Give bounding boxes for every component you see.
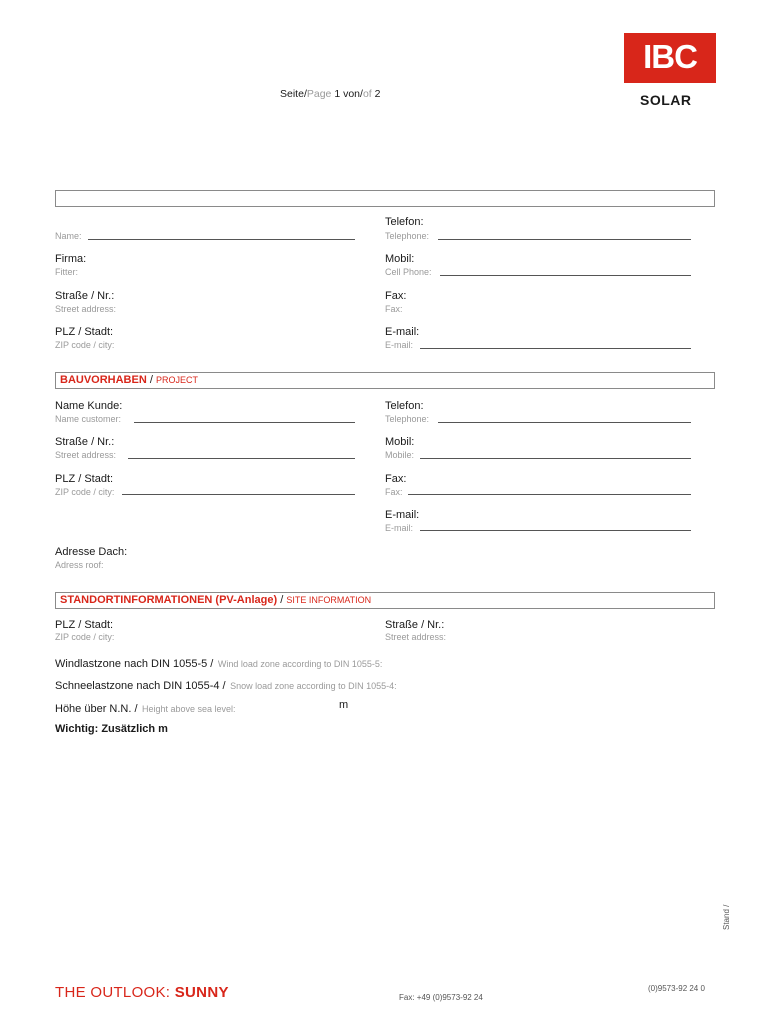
label-project-fax-en: Fax:: [385, 487, 403, 497]
label-project-street: Street address:: [55, 450, 117, 460]
label-telephone: Telephone:: [385, 231, 430, 241]
telephone-field[interactable]: [438, 239, 691, 240]
footer-phone: (0)9573-92 24 0: [648, 984, 705, 993]
section-header-site: STANDORTINFORMATIONEN (PV-Anlage) / SITE INFORMATION: [55, 592, 715, 609]
project-street-field[interactable]: [128, 458, 355, 459]
label-telefon: Telefon:: [385, 216, 424, 228]
label-name-kunde: Name Kunde:: [55, 400, 123, 412]
label-email-en: E-mail:: [385, 340, 414, 350]
footer-slogan: THE OUTLOOK: SUNNY: [55, 984, 229, 1001]
logo-solar-text: SOLAR: [640, 92, 692, 108]
label-adresse-dach: Adresse Dach:: [55, 546, 128, 558]
label-project-mobil: Mobil:: [385, 436, 415, 448]
label-project-email: E-mail:: [385, 509, 420, 521]
label-site-zip: ZIP code / city:: [55, 632, 115, 642]
label-project-zip: ZIP code / city:: [55, 487, 115, 497]
label-project-telefon: Telefon:: [385, 400, 424, 412]
project-telephone-field[interactable]: [438, 422, 691, 423]
label-project-mobile: Mobile:: [385, 450, 415, 460]
cellphone-field[interactable]: [440, 275, 691, 276]
label-firma: Firma:: [55, 253, 87, 265]
project-title: BAUVORHABEN: [60, 374, 147, 386]
footer-fax: Fax: +49 (0)9573-92 24: [399, 993, 483, 1002]
project-email-field[interactable]: [420, 530, 691, 531]
label-fax: Fax:: [385, 290, 407, 302]
label-site-street: Street address:: [385, 632, 447, 642]
site-title-en: SITE INFORMATION: [286, 595, 372, 605]
label-site-strasse: Straße / Nr.:: [385, 619, 445, 631]
label-address-roof: Adress roof:: [55, 560, 104, 570]
label-project-fax: Fax:: [385, 473, 407, 485]
email-field[interactable]: [420, 348, 691, 349]
project-mobile-field[interactable]: [420, 458, 691, 459]
label-project-plz: PLZ / Stadt:: [55, 473, 114, 485]
label-project-telephone: Telephone:: [385, 414, 430, 424]
name-field[interactable]: [88, 239, 355, 240]
project-zip-field[interactable]: [122, 494, 355, 495]
label-project-email-en: E-mail:: [385, 523, 414, 533]
label-email: E-mail:: [385, 326, 420, 338]
project-fax-field[interactable]: [408, 494, 691, 495]
height-row: Höhe über N.N. / Height above sea level:: [55, 703, 236, 715]
stand-label: Stand /: [722, 904, 731, 930]
label-fax-en: Fax:: [385, 304, 403, 314]
label-site-plz: PLZ / Stadt:: [55, 619, 114, 631]
label-street: Street address:: [55, 304, 117, 314]
height-unit: m: [339, 699, 349, 711]
wind-load-row: Windlastzone nach DIN 1055-5 / Wind load zone according to DIN 1055-5:: [55, 658, 383, 670]
company-logo: [624, 33, 716, 83]
label-name: Name:: [55, 231, 82, 241]
site-title: STANDORTINFORMATIONEN (PV-Anlage): [60, 594, 278, 606]
label-strasse: Straße / Nr.:: [55, 290, 115, 302]
label-cellphone: Cell Phone:: [385, 267, 432, 277]
page-indicator: Seite/Page 1 von/of 2: [280, 88, 381, 100]
label-name-customer: Name customer:: [55, 414, 122, 424]
snow-load-row: Schneelastzone nach DIN 1055-4 / Snow load zone according to DIN 1055-4:: [55, 680, 397, 692]
label-zip: ZIP code / city:: [55, 340, 115, 350]
section-header-project: BAUVORHABEN / PROJECT: [55, 372, 715, 389]
customer-name-field[interactable]: [134, 422, 355, 423]
logo-ibc-text: IBC: [643, 38, 697, 75]
project-title-en: PROJECT: [155, 375, 198, 385]
label-plz: PLZ / Stadt:: [55, 326, 114, 338]
title-box: [55, 190, 715, 207]
label-mobil: Mobil:: [385, 253, 415, 265]
important-note: Wichtig: Zusätzlich m: [55, 723, 168, 735]
label-fitter: Fitter:: [55, 267, 79, 277]
label-project-strasse: Straße / Nr.:: [55, 436, 115, 448]
